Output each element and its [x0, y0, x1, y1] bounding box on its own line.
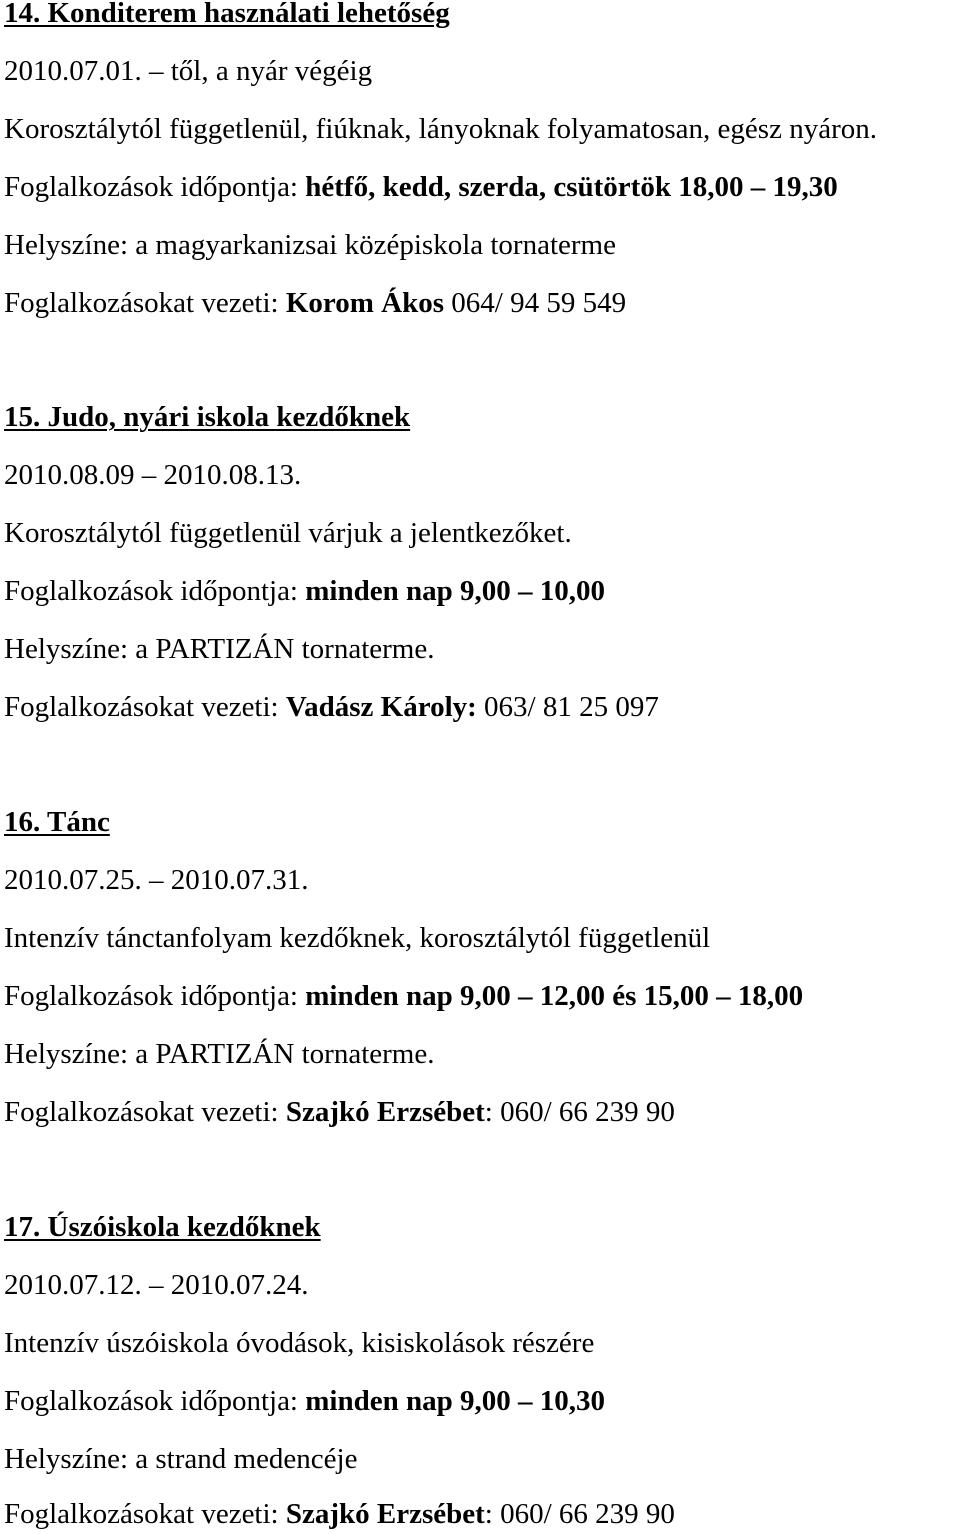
section-14-description: Korosztálytól függetlenül, fiúknak, lányoknak folyamatosan, egész nyáron. [4, 113, 877, 145]
section-14-location: Helyszíne: a magyarkanizsai középiskola tornaterme [4, 229, 616, 261]
leader-phone: : 060/ 66 239 90 [484, 1498, 675, 1530]
schedule-value: hétfő, kedd, szerda, csütörtök 18,00 – 19,30 [305, 171, 838, 203]
section-15-heading: 15. Judo, nyári iskola kezdőknek [4, 401, 411, 433]
section-17-location: Helyszíne: a strand medencéje [4, 1443, 358, 1475]
section-16-leader [4, 1095, 675, 1129]
schedule-label: Foglalkozások időpontja: [4, 1385, 306, 1417]
section-17-leader [4, 1497, 675, 1531]
section-15-leader [4, 690, 659, 724]
schedule-label: Foglalkozások időpontja: [4, 171, 306, 203]
leader-name: Vadász Károly: [285, 691, 477, 723]
section-14-date: 2010.07.01. – től, a nyár végéig [4, 55, 373, 87]
section-15-schedule [4, 574, 605, 608]
section-15-description: Korosztálytól függetlenül várjuk a jelentkezőket. [4, 517, 572, 549]
section-15-location: Helyszíne: a PARTIZÁN tornaterme. [4, 633, 435, 665]
section-17-heading: 17. Úszóiskola kezdőknek [4, 1211, 321, 1243]
leader-phone: 063/ 81 25 097 [476, 691, 659, 723]
section-14-heading: 14. Konditerem használati lehetőség [4, 0, 450, 29]
section-14-leader [4, 286, 626, 320]
leader-label: Foglalkozásokat vezeti: [4, 1096, 286, 1128]
leader-name: Szajkó Erzsébet [285, 1498, 485, 1530]
section-17-schedule [4, 1384, 605, 1418]
leader-label: Foglalkozásokat vezeti: [4, 287, 286, 319]
section-16-date: 2010.07.25. – 2010.07.31. [4, 864, 309, 896]
leader-label: Foglalkozásokat vezeti: [4, 691, 286, 723]
schedule-label: Foglalkozások időpontja: [4, 980, 306, 1012]
section-17-description: Intenzív úszóiskola óvodások, kisiskolások részére [4, 1327, 595, 1359]
schedule-value: minden nap 9,00 – 12,00 és 15,00 – 18,00 [305, 980, 804, 1012]
schedule-value: minden nap 9,00 – 10,30 [305, 1385, 605, 1417]
leader-name: Korom Ákos [285, 287, 445, 319]
leader-phone: : 060/ 66 239 90 [484, 1096, 675, 1128]
leader-name: Szajkó Erzsébet [285, 1096, 485, 1128]
section-16-schedule [4, 979, 803, 1013]
section-17-date: 2010.07.12. – 2010.07.24. [4, 1269, 309, 1301]
section-15-date: 2010.08.09 – 2010.08.13. [4, 459, 302, 491]
schedule-label: Foglalkozások időpontja: [4, 575, 306, 607]
section-16-heading: 16. Tánc [4, 806, 110, 838]
section-16-location: Helyszíne: a PARTIZÁN tornaterme. [4, 1038, 435, 1070]
schedule-value: minden nap 9,00 – 10,00 [305, 575, 605, 607]
leader-label: Foglalkozásokat vezeti: [4, 1498, 286, 1530]
section-14-schedule [4, 170, 838, 204]
leader-phone: 064/ 94 59 549 [444, 287, 627, 319]
section-16-description: Intenzív tánctanfolyam kezdőknek, korosztálytól függetlenül [4, 922, 711, 954]
